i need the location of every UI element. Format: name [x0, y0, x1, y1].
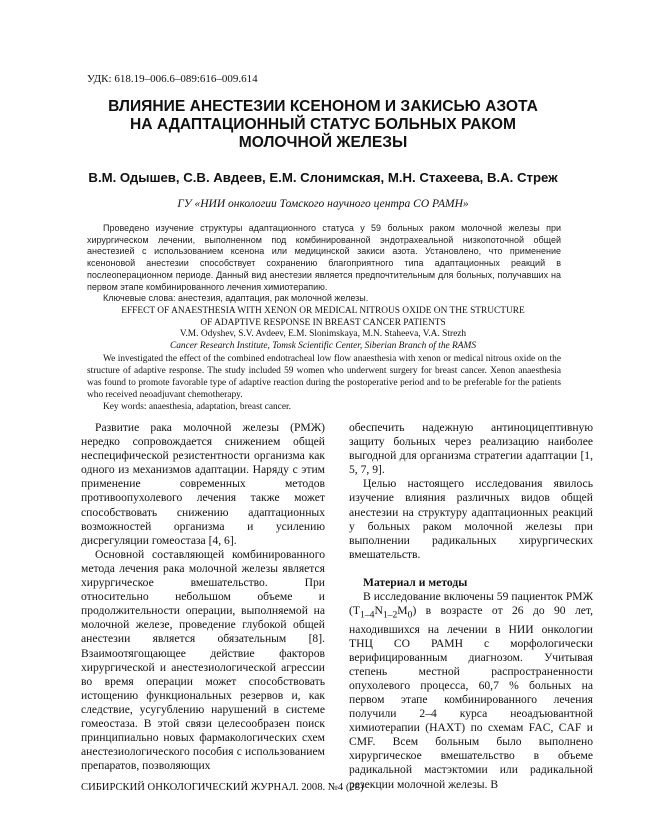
body-column-right	[349, 421, 593, 792]
body-column-left	[81, 421, 325, 773]
t-subscript: 1–4	[359, 609, 375, 621]
paragraph: Основной составляющей комбинированного метода лечения рака молочной железы является хирургическое вмешательство. При относительно небольшом объеме и продолжительности операции, выполняемой на молочной железе, проведение глубокой общей анестезии является обязательным [8]. Взаимоотягощающее действие факторов хирургической и анестезиологической агрессии во время операции может способствовать истощению функциональных резервов и, как следствие, усугублению нарушений в системе гомеостаза. В этой связи целесообразен поиск принципиально новых фармакологических схем анестезиологического пособия с использованием препаратов, позволяющих	[81, 547, 325, 773]
authors: В.М. Одышев, С.В. Авдеев, Е.М. Слонимская, М.Н. Стахеева, В.А. Стреж	[88, 170, 558, 185]
title-line: МОЛОЧНОЙ ЖЕЛЕЗЫ	[238, 134, 408, 151]
m-letter: M	[397, 604, 408, 618]
paragraph: Целью настоящего исследования явилось изучение влияния различных видов общей анестезии на структуру адаптационных реакций у больных раком молочной железы при выполнении радикальных хирургических вмешательств.	[349, 477, 593, 561]
methods-paragraph	[349, 590, 593, 792]
udc-code: УДК: 618.19–006.6–089:616–009.614	[87, 73, 258, 85]
en-title-line: OF ADAPTIVE RESPONSE IN BREAST CANCER PATIENTS	[200, 317, 446, 328]
title-line: НА АДАПТАЦИОННЫЙ СТАТУС БОЛЬНЫХ РАКОМ	[130, 116, 516, 133]
english-affiliation: Cancer Research Institute, Tomsk Scientific Center, Siberian Branch of the RAMS	[169, 341, 477, 351]
abstract-ru-text: Проведено изучение структуры адаптационного статуса у 59 больных раком молочной железы при хирургическом лечении, выполненном под комбинированной эндотрахеальной низкопоточной общей анестезией с использованием ксенона или медицинской закиси азота. Установлено, что применение ксеноновой анестезии способствует сохранению благоприятного типа адаптационных реакций в послеоперационном периоде. Данный вид анестезии является предпочтительным для больных, получавших на первом этапе комбинированного лечения химиотерапию.	[87, 223, 561, 292]
methods-text-start: В исследование включены 59 пациенток РМЖ (T	[349, 590, 593, 618]
affiliation: ГУ «НИИ онкологии Томского научного центра СО РАМН»	[177, 198, 469, 210]
en-title-line: EFFECT OF ANAESTHESIA WITH XENON OR MEDICAL NITROUS OXIDE ON THE STRUCTURE	[121, 306, 525, 316]
paragraph: обеспечить надежную антиноцицептивную защиту больных через реализацию наиболее выгодной для организма стратегии адаптации [1, 5, 7, 9].	[349, 421, 593, 477]
keywords-ru: Ключевые слова: анестезия, адаптация, рак молочной железы.	[103, 293, 369, 304]
abstract-ru	[87, 223, 561, 305]
section-heading: Материал и методы	[363, 575, 468, 589]
n-letter: N	[374, 604, 383, 618]
journal-footer: СИБИРСКИЙ ОНКОЛОГИЧЕСКИЙ ЖУРНАЛ. 2008. №4 (28)	[81, 782, 364, 793]
n-subscript: 1–2	[382, 609, 398, 621]
m-subscript: 0	[407, 609, 413, 621]
english-authors: V.M. Odyshev, S.V. Avdeev, E.M. Slonimskaya, M.N. Staheeva, V.A. Strezh	[179, 329, 467, 339]
paragraph: Развитие рака молочной железы (РМЖ) нередко сопровождается снижением общей неспецифической резистентности организма как одного из механизмов адаптации. Наряду с этим применение современных методов противоопухолевого лечения также может способствовать снижению адаптационных возможностей организма и усилению дисрегуляции гомеостаза [4, 6].	[81, 421, 325, 547]
title-line: ВЛИЯНИЕ АНЕСТЕЗИИ КСЕНОНОМ И ЗАКИСЬЮ АЗОТА	[108, 98, 538, 115]
methods-text-end: ) в возрасте от 26 до 90 лет, находившихся на лечении в НИИ онкологии ТНЦ СО РАМН с морфологически верифицированным диагнозом. Учитывая степень местной распространенности опухолевого процесса, 60,7 % больных на первом этапе комбинированного лечения получили 2–4 курса неоадъювантной химиотерапии (НАХТ) по схемам FAC, CAF и CMF. Всем больным было выполнено хирургическое вмешательство в объеме радикальной мастэктомии или радикальной резекции молочной железы. В	[349, 604, 593, 791]
keywords-en: Key words: anaesthesia, adaptation, breast cancer.	[103, 402, 291, 413]
article-title	[60, 98, 586, 152]
english-title	[60, 306, 586, 329]
abstract-en	[87, 353, 561, 413]
abstract-en-text: We investigated the effect of the combined endotracheal low flow anaesthesia with xenon or medical nitrous oxide on the structure of adaptive response. The study included 59 women who underwent surgery for breast cancer. Xenon anaesthesia was found to promote favorable type of adaptive reaction during the postoperative period and to be preferable for the patients who received neoadjuvant chemotherapy.	[87, 354, 561, 401]
